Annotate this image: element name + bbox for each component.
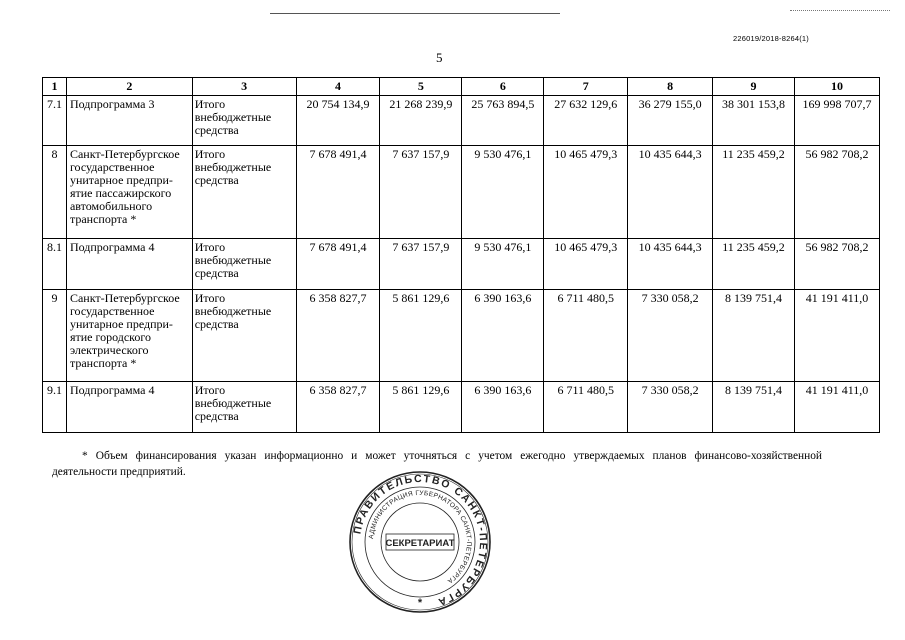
row-value: 7 330 058,2 bbox=[628, 382, 713, 433]
table-row bbox=[43, 146, 880, 239]
row-value: 10 435 644,3 bbox=[628, 146, 713, 239]
row-value: 38 301 153,8 bbox=[713, 96, 795, 146]
footnote: * Объем финансирования указан информационно и может уточняться с учетом ежегодно утверждаемых планов финансово-хозяйственной деятельности предприятий. bbox=[52, 450, 822, 478]
top-rule bbox=[270, 13, 560, 14]
row-value: 6 711 480,5 bbox=[544, 290, 628, 382]
row-name: Подпрограмма 4 bbox=[66, 239, 192, 290]
table-row bbox=[43, 239, 880, 290]
row-value: 6 358 827,7 bbox=[296, 290, 380, 382]
row-number: 9.1 bbox=[43, 382, 67, 433]
seal-center-text: СЕКРЕТАРИАТ bbox=[385, 538, 455, 549]
row-value: 9 530 476,1 bbox=[462, 146, 544, 239]
row-value: 6 358 827,7 bbox=[296, 382, 380, 433]
row-value: 11 235 459,2 bbox=[713, 146, 795, 239]
row-number: 7.1 bbox=[43, 96, 67, 146]
row-value: 10 465 479,3 bbox=[544, 146, 628, 239]
column-header: 2 bbox=[66, 78, 192, 96]
official-seal-stamp bbox=[348, 470, 492, 614]
row-source: Итого внебюджетные средства bbox=[192, 146, 296, 239]
row-value: 5 861 129,6 bbox=[380, 382, 462, 433]
seal-star-mark: * bbox=[417, 597, 423, 609]
row-source: Итого внебюджетные средства bbox=[192, 96, 296, 146]
row-value: 7 637 157,9 bbox=[380, 239, 462, 290]
row-value: 6 711 480,5 bbox=[544, 382, 628, 433]
row-source: Итого внебюджетные средства bbox=[192, 382, 296, 433]
row-number: 9 bbox=[43, 290, 67, 382]
row-value: 56 982 708,2 bbox=[794, 239, 879, 290]
column-header: 10 bbox=[794, 78, 879, 96]
column-header: 3 bbox=[192, 78, 296, 96]
row-value: 169 998 707,7 bbox=[794, 96, 879, 146]
column-header: 6 bbox=[462, 78, 544, 96]
row-name: Подпрограмма 4 bbox=[66, 382, 192, 433]
row-name: Подпрограмма 3 bbox=[66, 96, 192, 146]
page-number: 5 bbox=[436, 50, 443, 65]
row-value: 10 435 644,3 bbox=[628, 239, 713, 290]
row-value: 21 268 239,9 bbox=[380, 96, 462, 146]
column-header: 4 bbox=[296, 78, 380, 96]
row-source: Итого внебюджетные средства bbox=[192, 290, 296, 382]
document-id: 226019/2018-8264(1) bbox=[733, 34, 809, 43]
row-value: 9 530 476,1 bbox=[462, 239, 544, 290]
row-value: 5 861 129,6 bbox=[380, 290, 462, 382]
seal-outer-text: ПРАВИТЕЛЬСТВО САНКТ-ПЕТЕРБУРГА bbox=[351, 472, 490, 609]
top-rule-right bbox=[790, 10, 890, 11]
row-name: Санкт-Петербургское государственное унитарное предпри-ятие пассажирского автомобильного транспорта * bbox=[66, 146, 192, 239]
row-value: 10 465 479,3 bbox=[544, 239, 628, 290]
row-value: 27 632 129,6 bbox=[544, 96, 628, 146]
table-row bbox=[43, 290, 880, 382]
table-header-row bbox=[43, 78, 880, 96]
row-value: 7 637 157,9 bbox=[380, 146, 462, 239]
row-value: 36 279 155,0 bbox=[628, 96, 713, 146]
row-value: 7 330 058,2 bbox=[628, 290, 713, 382]
row-value: 6 390 163,6 bbox=[462, 382, 544, 433]
row-name: Санкт-Петербургское государственное унитарное предпри-ятие городского электрического транспорта * bbox=[66, 290, 192, 382]
seal-inner-text: АДМИНИСТРАЦИЯ ГУБЕРНАТОРА САНКТ-ПЕТЕРБУРГА bbox=[368, 489, 473, 585]
row-number: 8 bbox=[43, 146, 67, 239]
row-value: 20 754 134,9 bbox=[296, 96, 380, 146]
column-header: 1 bbox=[43, 78, 67, 96]
column-header: 8 bbox=[628, 78, 713, 96]
table-row bbox=[43, 96, 880, 146]
row-value: 7 678 491,4 bbox=[296, 146, 380, 239]
row-value: 7 678 491,4 bbox=[296, 239, 380, 290]
row-source: Итого внебюджетные средства bbox=[192, 239, 296, 290]
row-value: 11 235 459,2 bbox=[713, 239, 795, 290]
row-value: 41 191 411,0 bbox=[794, 290, 879, 382]
column-header: 7 bbox=[544, 78, 628, 96]
column-header: 9 bbox=[713, 78, 795, 96]
table-row bbox=[43, 382, 880, 433]
financing-table bbox=[42, 77, 880, 433]
row-value: 56 982 708,2 bbox=[794, 146, 879, 239]
column-header: 5 bbox=[380, 78, 462, 96]
row-number: 8.1 bbox=[43, 239, 67, 290]
row-value: 25 763 894,5 bbox=[462, 96, 544, 146]
row-value: 8 139 751,4 bbox=[713, 382, 795, 433]
row-value: 41 191 411,0 bbox=[794, 382, 879, 433]
row-value: 8 139 751,4 bbox=[713, 290, 795, 382]
row-value: 6 390 163,6 bbox=[462, 290, 544, 382]
